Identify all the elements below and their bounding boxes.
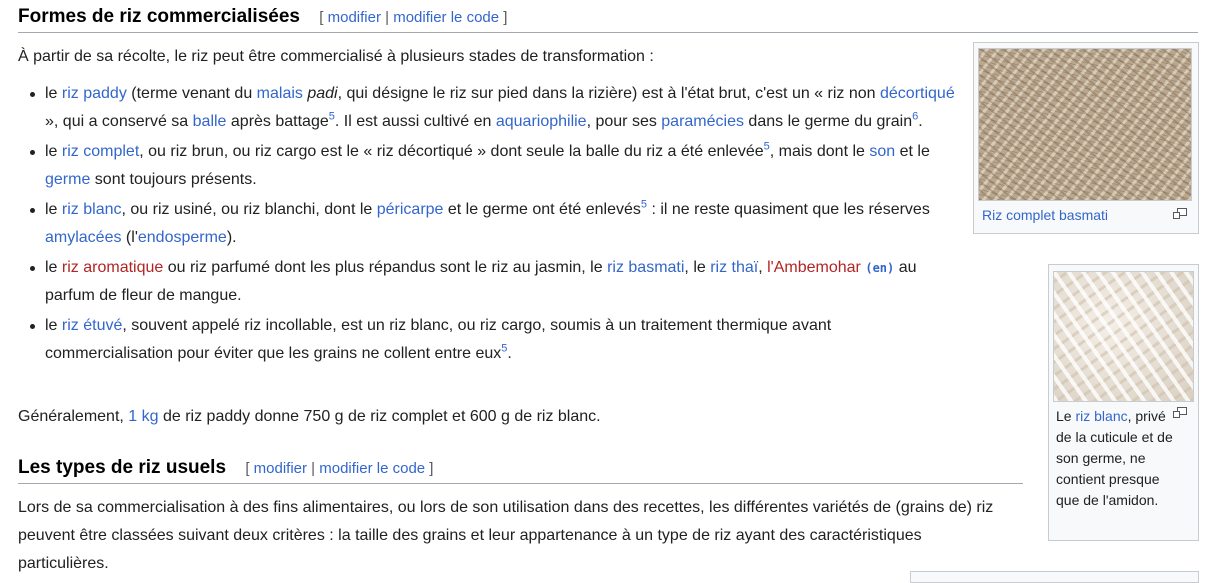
edit-section-links xyxy=(319,9,507,26)
image-riz-blanc[interactable] xyxy=(1053,271,1194,402)
ref-5[interactable]: 5 xyxy=(763,140,770,153)
list-item-aromatique: le riz aromatique ou riz parfumé dont les plus répandus sont le riz au jasmin, le riz basmati, le riz thaï, l'Ambemohar (en) au parfum de fleur de mangue. xyxy=(18,254,958,310)
thumbnail-riz-complet-basmati xyxy=(973,42,1199,234)
ref-5[interactable]: 5 xyxy=(640,198,648,211)
caption-riz-blanc: Le riz blanc, privé de la cuticule et de son germe, ne contient presque que de l'amidon. xyxy=(1056,408,1173,508)
list-item-etuve: le riz étuvé, souvent appelé riz incollable, est un riz blanc, ou riz cargo, soumis à un traitement thermique avant commercialisation pour éviter que les grains ne collent entre eux$^5$. xyxy=(18,312,958,368)
heading-text: Les types de riz usuels xyxy=(18,457,227,478)
edit-link[interactable]: modifier xyxy=(327,9,381,26)
image-riz-complet-basmati[interactable] xyxy=(978,48,1192,201)
link-riz-etuve[interactable]: riz étuvé xyxy=(61,317,123,334)
bracket-close: ] xyxy=(425,460,434,477)
bracket-open: [ xyxy=(245,460,254,477)
link-decortique[interactable]: décortiqué xyxy=(880,85,955,102)
link-balle[interactable]: balle xyxy=(192,113,227,130)
link-aquariophilie[interactable]: aquariophilie xyxy=(495,113,587,130)
caption-link-riz-blanc[interactable]: riz blanc xyxy=(1075,408,1128,424)
caption-text: privé de la cuticule et de son germe, ne contient presque que de l'amidon. xyxy=(1056,408,1173,508)
redlink-ambemohar[interactable]: l'Ambemohar xyxy=(767,259,861,276)
separator: | xyxy=(380,9,394,26)
separator: | xyxy=(307,460,320,477)
link-germe[interactable]: germe xyxy=(45,171,91,188)
thumbnail-riz-blanc xyxy=(1048,264,1199,541)
link-malais[interactable]: malais xyxy=(256,85,303,102)
italic-padi: padi xyxy=(307,85,338,102)
link-amylacees[interactable]: amylacées xyxy=(45,229,122,246)
list-item-complet: le riz complet, ou riz brun, ou riz cargo est le « riz décortiqué » dont seule la balle du riz a été enlevée$^5$, mais dont le son et le germe sont toujours présents. xyxy=(18,138,958,194)
types-text: Lors de sa commercialisation à des fins alimentaires, ou lors de son utilisation dans des recettes, les différentes variétés de (grains de) riz peuvent être classées suivant deux critères : la taille des grains et leur appartenance à un type de riz ayant des caractéristiques particulières. xyxy=(18,499,994,572)
link-riz-paddy[interactable]: riz paddy xyxy=(61,85,127,102)
magnify-icon[interactable] xyxy=(1173,208,1187,219)
section-heading-types xyxy=(18,457,1023,484)
bracket-close: ] xyxy=(499,9,508,26)
link-1-kg[interactable]: 1 kg xyxy=(128,408,159,425)
list-item-paddy: le riz paddy (terme venant du malais padi, qui désigne le riz sur pied dans la rizière) est à l'état brut, c'est un « riz non décortiqué », qui a conservé sa balle après battage$^5$. Il est aussi cultivé en aquariophilie, pour ses paramécies dans le germe du grain$^6$. xyxy=(18,80,958,136)
link-paramecies[interactable]: paramécies xyxy=(661,113,744,130)
magnify-icon[interactable] xyxy=(1173,407,1187,418)
types-paragraph xyxy=(18,494,1008,578)
section-heading-formes xyxy=(18,6,1198,33)
intro-text: À partir de sa récolte, le riz peut être commercialisé à plusieurs stades de transformation : xyxy=(18,48,654,65)
link-pericarpe[interactable]: péricarpe xyxy=(376,201,444,218)
ref-5[interactable]: 5 xyxy=(501,342,508,355)
caption-riz-complet-basmati[interactable] xyxy=(982,205,1108,226)
bracket-open: [ xyxy=(319,9,328,26)
edit-link[interactable]: modifier xyxy=(253,460,308,477)
link-riz-thai[interactable]: riz thaï xyxy=(710,259,759,276)
ref-5[interactable]: 5 xyxy=(328,110,335,123)
list-item-blanc: le riz blanc, ou riz usiné, ou riz blanchi, dont le péricarpe et le germe ont été enlevés$^5$ : il ne reste quasiment que les réserves amylacées (l'endosperme). xyxy=(18,196,958,252)
redlink-riz-aromatique[interactable]: riz aromatique xyxy=(61,259,164,276)
link-riz-complet[interactable]: riz complet xyxy=(61,143,140,160)
forms-list xyxy=(18,80,958,370)
link-endosperme[interactable]: endosperme xyxy=(137,229,227,246)
caption-link[interactable]: Riz complet basmati xyxy=(982,207,1109,223)
edit-source-link[interactable]: modifier le code xyxy=(319,460,426,477)
next-thumbnail-edge xyxy=(910,571,1199,583)
edit-source-link[interactable]: modifier le code xyxy=(393,9,500,26)
heading-text: Formes de riz commercialisées xyxy=(18,6,300,27)
lang-en-link[interactable]: (en) xyxy=(865,261,895,275)
conclusion-paragraph: Généralement, 1 kg de riz paddy donne 750 g de riz complet et 600 g de riz blanc. xyxy=(18,408,601,425)
link-riz-blanc[interactable]: riz blanc xyxy=(61,201,122,218)
ref-6[interactable]: 6 xyxy=(912,110,919,123)
intro-paragraph xyxy=(18,43,654,71)
edit-section-links xyxy=(245,460,433,477)
link-son[interactable]: son xyxy=(869,143,896,160)
link-riz-basmati[interactable]: riz basmati xyxy=(607,259,685,276)
